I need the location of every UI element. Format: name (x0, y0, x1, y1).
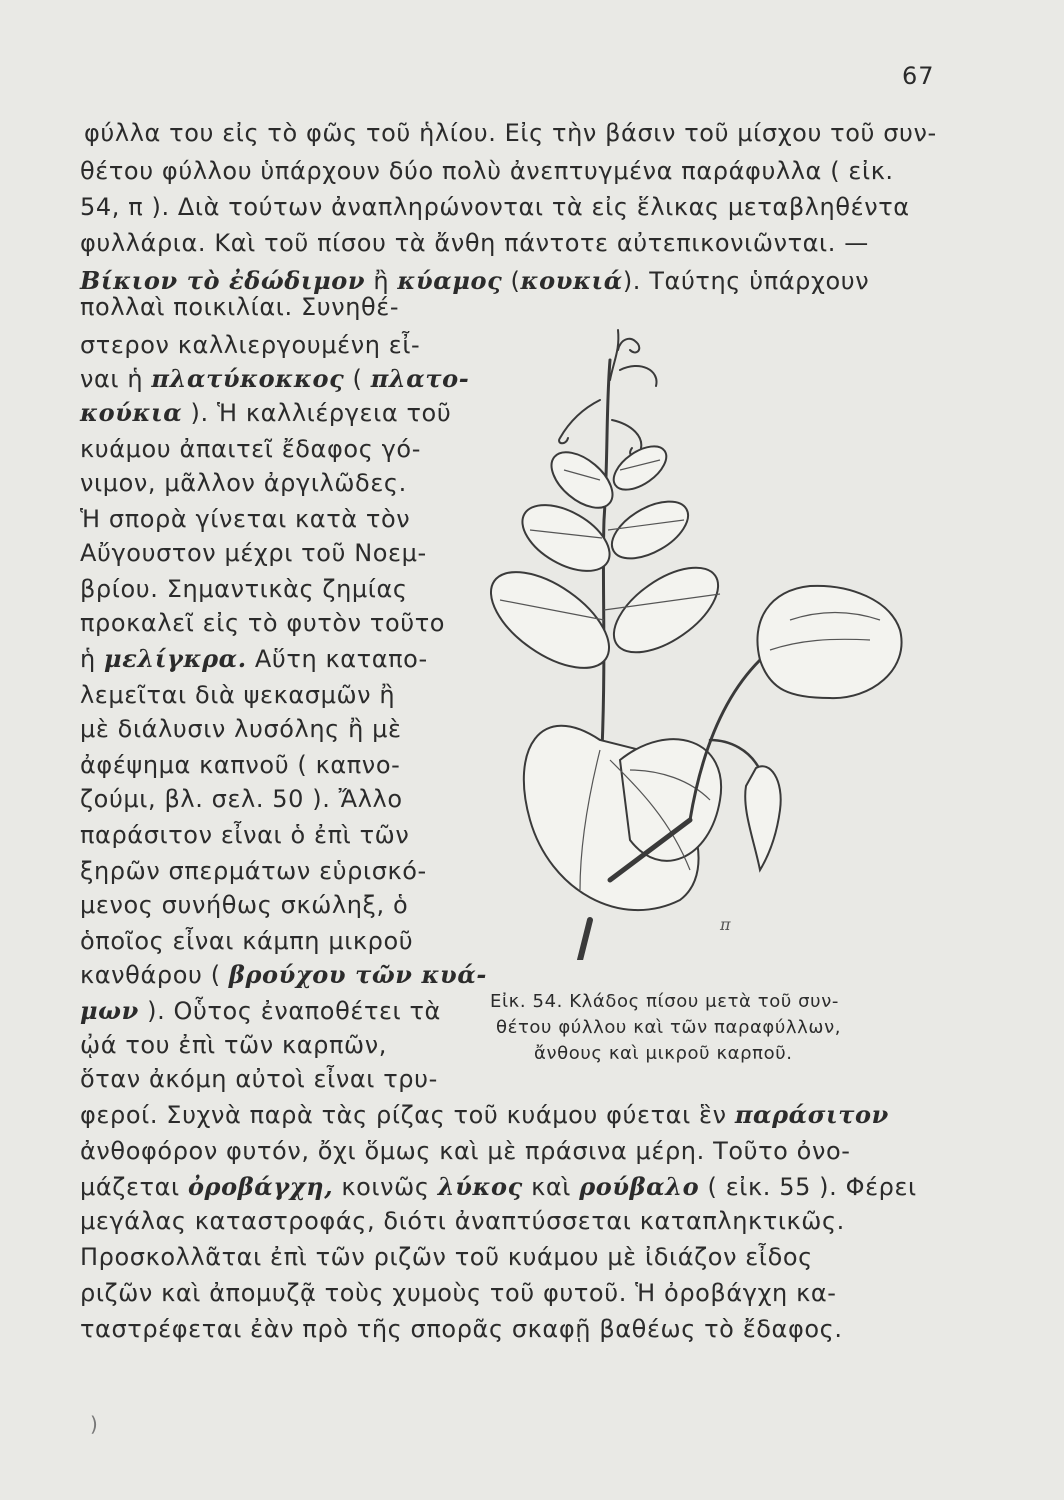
text: ). Ἡ καλλιέργεια τοῦ (182, 399, 452, 427)
body-line: φύλλα του εἰς τὸ φῶς τοῦ ἡλίου. Εἰς τὴν βάσιν τοῦ μίσχου τοῦ συν- (84, 119, 937, 147)
body-line: προκαλεῖ εἰς τὸ φυτὸν τοῦτο (80, 609, 446, 637)
term-roubalo: ρούβαλο (579, 1172, 700, 1201)
body-line: Ἡ σπορὰ γίνεται κατὰ τὸν (80, 505, 411, 533)
body-line: μενος συνήθως σκώληξ, ὁ (80, 891, 409, 919)
body-line: ὅταν ἀκόμη αὐτοὶ εἶναι τρυ- (80, 1065, 438, 1093)
term-koukia: κουκιά (520, 266, 623, 295)
body-line (80, 364, 469, 394)
body-line (80, 960, 487, 990)
term-brouchos-cont: μων (80, 996, 139, 1025)
term-lykos: λύκος (437, 1172, 523, 1201)
figure-caption: ἄνθους καὶ μικροῦ καρποῦ. (534, 1043, 793, 1064)
body-line: κυάμου ἀπαιτεῖ ἔδαφος γό- (80, 435, 421, 463)
text: ἢ (365, 267, 398, 295)
body-line: λεμεῖται διὰ ψεκασμῶν ἢ (80, 681, 396, 709)
term-orobagxi: ὀροβάγχη, (187, 1172, 334, 1201)
text: ). Οὗτος ἐναποθέτει τὰ (138, 997, 441, 1025)
body-line: πολλαὶ ποικιλίαι. Συνηθέ- (80, 293, 400, 321)
page-number: 67 (902, 62, 935, 90)
term-vikion: Βίκιον τὸ ἐδώδιμον (80, 266, 366, 295)
term-platokoukia-cont: κούκια (80, 398, 183, 427)
body-line: μεγάλας καταστροφάς, διότι ἀναπτύσσεται καταπληκτικῶς. (80, 1207, 845, 1235)
pea-branch-drawing (470, 320, 940, 960)
body-line: ξηρῶν σπερμάτων εὑρισκό- (80, 857, 427, 885)
body-line (80, 1100, 889, 1130)
body-line: ᾠά του ἐπὶ τῶν καρπῶν, (80, 1031, 387, 1059)
text: κοινῶς (333, 1173, 438, 1201)
page-smudge: ) (90, 1412, 98, 1436)
text: ( (344, 365, 371, 393)
term-meligkra: μελίγκρα. (104, 644, 247, 673)
body-line: στερον καλλιεργουμένη εἶ- (80, 331, 421, 359)
term-platokoukia: πλατο- (370, 364, 470, 393)
body-line: ἀφέψημα καπνοῦ ( καπνο- (80, 751, 401, 779)
figure-label-pi: π (720, 915, 731, 934)
body-line (80, 644, 428, 674)
term-brouchos: βρούχου τῶν κυά- (228, 960, 487, 989)
pea-branch-illustration (470, 320, 940, 960)
body-line: νιμον, μᾶλλον ἀργιλῶδες. (80, 469, 407, 497)
body-line: ταστρέφεται ἐὰν πρὸ τῆς σπορᾶς σκαφῇ βαθέως τὸ ἔδαφος. (80, 1315, 843, 1343)
term-kyamos: κύαμος (397, 266, 503, 295)
body-line: ὁποῖος εἶναι κάμπη μικροῦ (80, 927, 414, 955)
body-line: ἀνθοφόρον φυτόν, ὄχι ὅμως καὶ μὲ πράσινα μέρη. Τοῦτο ὀνο- (80, 1137, 851, 1165)
figure-caption: Εἰκ. 54. Κλάδος πίσου μετὰ τοῦ συν- (490, 991, 839, 1012)
body-line: θέτου φύλλου ὑπάρχουν δύο πολὺ ἀνεπτυγμένα παράφυλλα ( εἰκ. (80, 157, 894, 185)
body-line: φυλλάρια. Καὶ τοῦ πίσου τὰ ἄνθη πάντοτε αὐτεπικονιῶνται. — (80, 229, 869, 257)
body-line: βρίου. Σημαντικὰς ζημίας (80, 575, 408, 603)
text: κανθάρου ( (80, 961, 229, 989)
body-line: ζούμι, βλ. σελ. 50 ). Ἄλλο (80, 785, 403, 813)
text: φεροί. Συχνὰ παρὰ τὰς ρίζας τοῦ κυάμου φύεται ἓν (80, 1101, 735, 1129)
text: μάζεται (80, 1173, 188, 1201)
text: Αὕτη καταπο- (246, 645, 428, 673)
text: ). Ταύτης ὑπάρχουν (622, 267, 870, 295)
body-line: Αὔγουστον μέχρι τοῦ Νοεμ- (80, 539, 427, 567)
text: ( (502, 267, 521, 295)
term-parasiton: παράσιτον (734, 1100, 889, 1129)
term-platykokkos: πλατύκοκκος (151, 364, 345, 393)
text: ( εἰκ. 55 ). Φέρει (699, 1173, 917, 1201)
body-line (80, 1172, 917, 1202)
body-line: Προσκολλᾶται ἐπὶ τῶν ριζῶν τοῦ κυάμου μὲ ἰδιάζον εἶδος (80, 1243, 813, 1271)
body-line: ριζῶν καὶ ἀπομυζᾷ τοὺς χυμοὺς τοῦ φυτοῦ. Ἡ ὀροβάγχη κα- (80, 1279, 837, 1307)
body-line (80, 996, 441, 1026)
body-line: μὲ διάλυσιν λυσόλης ἢ μὲ (80, 715, 402, 743)
figure-caption: θέτου φύλλου καὶ τῶν παραφύλλων, (496, 1017, 842, 1038)
body-line: παράσιτον εἶναι ὁ ἐπὶ τῶν (80, 821, 410, 849)
text: ἡ (80, 645, 105, 673)
body-line: 54, π ). Διὰ τούτων ἀναπληρώνονται τὰ εἰς ἕλικας μεταβληθέντα (80, 193, 910, 221)
body-line (80, 398, 451, 428)
text: ναι ἡ (80, 365, 152, 393)
text: καὶ (522, 1173, 580, 1201)
